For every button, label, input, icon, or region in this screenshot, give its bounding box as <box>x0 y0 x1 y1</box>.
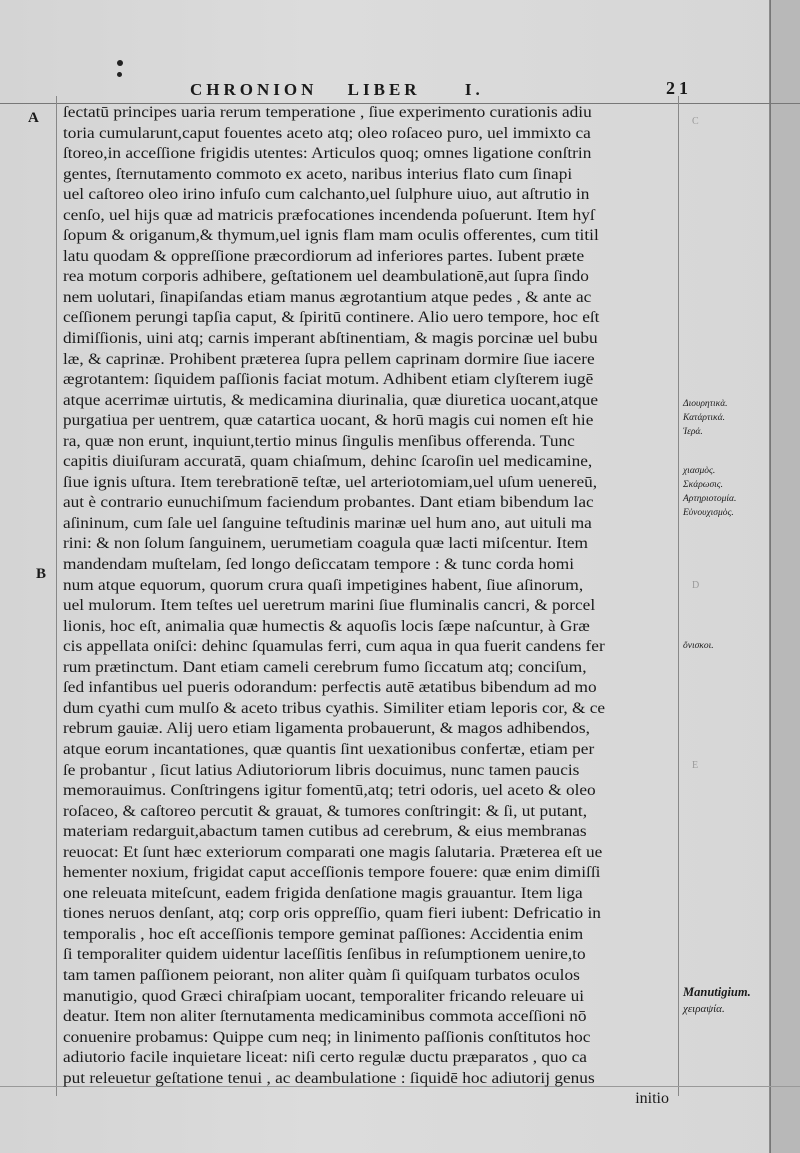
text-line: ra, quæ non erunt, inquiunt,tertio minus ſingulis menſibus offerenda. Tunc <box>63 432 575 450</box>
show-through-letter: C <box>692 116 699 127</box>
text-line: ſectatū principes uaria rerum temperatione , ſiue experimento curationis adiu <box>63 104 592 121</box>
text-line: rebrum gauiæ. Alij uero etiam ligamenta probauerunt, & magos adhibendos, <box>63 720 590 738</box>
header-title: CHRONION <box>190 80 318 99</box>
margin-note-greek: χιασμὸς. <box>683 466 716 476</box>
show-through-letter: D <box>692 580 700 591</box>
left-margin-rule <box>56 96 57 1096</box>
text-line: ſe probantur , ſicut latius Adiutoriorum libris docuimus, nunc tamen paucis <box>63 761 580 779</box>
margin-note-greek: Κατάρτικά. <box>683 413 725 423</box>
text-line: mandendam muſtelam, ſed longo deſiccatam tempore : & tunc corda homi <box>63 556 575 574</box>
text-line: dimiſſionis, uini atq; carnis imperant abſtinentiam, & magis porcinæ uel bubu <box>63 330 598 348</box>
text-line: latu quodam & oppreſſione præcordiorum ad inferiores partes. Iubent præte <box>63 247 585 265</box>
text-line: hementer noxium, frigidat caput acceſſionis tempore fouere: quæ enim dimiſſi <box>63 864 601 882</box>
ink-dot <box>117 72 122 77</box>
text-line: cenſo, uel hijs quæ ad matricis præfocationes incendenda poſuerunt. Item hyſ <box>63 206 595 224</box>
show-through-letter: E <box>692 760 699 771</box>
text-line: rum prætinctum. Dant etiam cameli cerebrum fumo ſiccatum atq; conciſum, <box>63 658 587 676</box>
text-line: ſtoreo,in acceſſione frigidis utentes: Articulos quoq; omnes ligatione conſtrin <box>63 145 592 163</box>
margin-note-greek: Αρτηριοτομία. <box>683 494 737 504</box>
text-line: rea motum corporis adhibere, geſtationem uel deambulationē,aut ſupra ſindo <box>63 268 589 286</box>
header-number: I. <box>464 80 484 99</box>
text-line: atque eorum incantationes, quæ quantis ſint uexationibus confertæ, etiam per <box>63 740 595 758</box>
text-line: memorauimus. Conſtringens igitur fomentū,atq; tetri odoris, uel aceto & oleo <box>63 782 596 800</box>
text-line: num atque equorum, quorum crura quaſi impetigines habent, ſiue aſinorum, <box>63 576 584 594</box>
text-line: dum cyathi cum mulſo & aceto tribus cyathis. Similiter etiam leporis cor, & ce <box>63 699 606 717</box>
text-line: one releuata miteſcunt, eadem frigida denſatione magis grauantur. Item liga <box>63 884 583 902</box>
margin-note-greek: χειραψία. <box>683 1003 725 1015</box>
text-line: ſed infantibus uel pueris odorandum: perfectis autē ætatibus bibendum ad mo <box>63 679 597 697</box>
running-header <box>150 80 710 100</box>
text-line: reuocat: Et ſunt hæc exteriorum comparati one magis ſalutaria. Præterea eſt ue <box>63 843 603 861</box>
text-line: aut è contrario eunuchiſmum faciendum probantes. Dant etiam bibendum lac <box>63 494 594 512</box>
text-line: materiam redarguit,abactum tamen cutibus ad cerebrum, & eius membranas <box>63 823 587 841</box>
text-line: purgatiua per uentrem, quæ catartica uocant, & horū magis cui nomen eſt hie <box>63 412 594 430</box>
text-line: ſopum & origanum,& thymum,uel ignis flam mam oculis offerentes, cum titil <box>63 227 599 245</box>
margin-note-greek: Εὐνουχισμὸς. <box>683 508 734 518</box>
text-line: uel mulorum. Item teſtes uel ueretrum marini ſiue fluminalis cancri, & porcel <box>63 597 596 615</box>
text-line: adiutorio facile inquietare liceat: niſi certo regulæ ductu præparatos , quo ca <box>63 1049 587 1067</box>
page-edge-rule <box>770 0 771 1153</box>
text-line: rini: & non ſolum ſanguinem, uerumetiam coagula quæ lacti miſcentur. Item <box>63 535 588 553</box>
text-line: tam tamen paſſionem peiorant, non aliter quàm ſi quiſquam turbatos oculos <box>63 966 580 984</box>
margin-note-greek: ὄνισκοι. <box>683 641 714 651</box>
text-line: roſaceo, & caſtoreo percutit & grauat, & tumores conſtringit: & ſi, ut putant, <box>63 802 588 820</box>
text-line: læ, & caprinæ. Prohibent præterea ſupra pellem caprinam dormire ſiue iacere <box>63 350 595 368</box>
text-line: tiones neruos denſant, atq; corp oris oppreſſio, quam fieri iubent: Defricatio in <box>63 905 601 923</box>
text-line: atque acerrimæ uirtutis, & medicamina diurinalia, quæ diuretica uocant,atque <box>63 391 599 409</box>
margin-note-greek: Ἱερά. <box>683 427 703 437</box>
text-line: lionis, hoc eſt, animalia quæ humectis & aquoſis locis ſæpe naſcuntur, à Græ <box>63 617 590 635</box>
text-line: ſiue ignis uſtura. Item terebrationē teſtæ, uel arteriotomiam,uel uſum uenereū, <box>63 473 598 491</box>
text-line: uel caſtoreo oleo irino infuſo cum calchanto,uel ſulphure uiuo, aut aſtrutio in <box>63 186 590 204</box>
text-line: initio <box>635 1090 669 1108</box>
margin-letter-a: A <box>28 110 39 126</box>
margin-note-greek: Διουρητικὰ. <box>683 399 728 409</box>
text-line: capitis diuiſuram accuratā, quam chiaſmum, dehinc ſcaroſin uel medicamine, <box>63 453 593 471</box>
margin-note-greek: Σκάρωσις. <box>683 480 724 490</box>
text-line: gentes, ſternutamento commoto ex aceto, naribus interius flato cum ſinapi <box>63 165 573 183</box>
text-line: cis appellata oniſci: dehinc ſquamulas ferri, cum aqua in qua fuerit candens fer <box>63 638 605 656</box>
facing-page-edge <box>769 0 800 1153</box>
margin-letter-b: B <box>36 566 47 582</box>
ink-dot <box>117 60 123 66</box>
text-line: deatur. Item non aliter ſternutamenta medicaminibus commota acceſſioni nō <box>63 1008 587 1026</box>
text-line: ceſſionem perungi tapſia caput, & ſpiritū continere. Alio uero tempore, hoc eſt <box>63 309 600 327</box>
text-line: toria cumularunt,caput fouentes aceto atq; oleo roſaceo puro, uel immixto ca <box>63 124 591 142</box>
page-number: 21 <box>666 78 692 98</box>
text-line: temporalis , hoc eſt acceſſionis tempore geminat paſſiones: Accidentia enim <box>63 925 584 943</box>
text-line: aſininum, cum ſale uel ſanguine teſtudinis marinæ uel hum ano, aut uituli ma <box>63 514 592 532</box>
text-line: ægrotantem: ſiquidem paſſionis faciat motum. Adhibent etiam clyſterem iugē <box>63 371 594 389</box>
margin-note-latin: Manutigium. <box>683 985 751 999</box>
text-line: ſi temporaliter quidem uidentur laceſſitis ſenſibus in reſumptionem uenire,to <box>63 946 586 964</box>
text-line: manutigio, quod Græci chiraſpiam uocant, temporaliter fricando releuare ui <box>63 987 585 1005</box>
body-text <box>63 103 677 1110</box>
text-line: put releuetur geſtatione tenui , ac deambulatione : ſiquidē hoc adiutorij genus <box>63 1069 595 1087</box>
header-book: LIBER <box>347 80 421 99</box>
text-line: nem uolutari, ſinapiſandas etiam manus ægrotantium atque pedes , & ante ac <box>63 288 592 306</box>
text-line: conuenire probamus: Quippe cum neq; in linimento paſſionis conſtitutos hoc <box>63 1028 591 1046</box>
